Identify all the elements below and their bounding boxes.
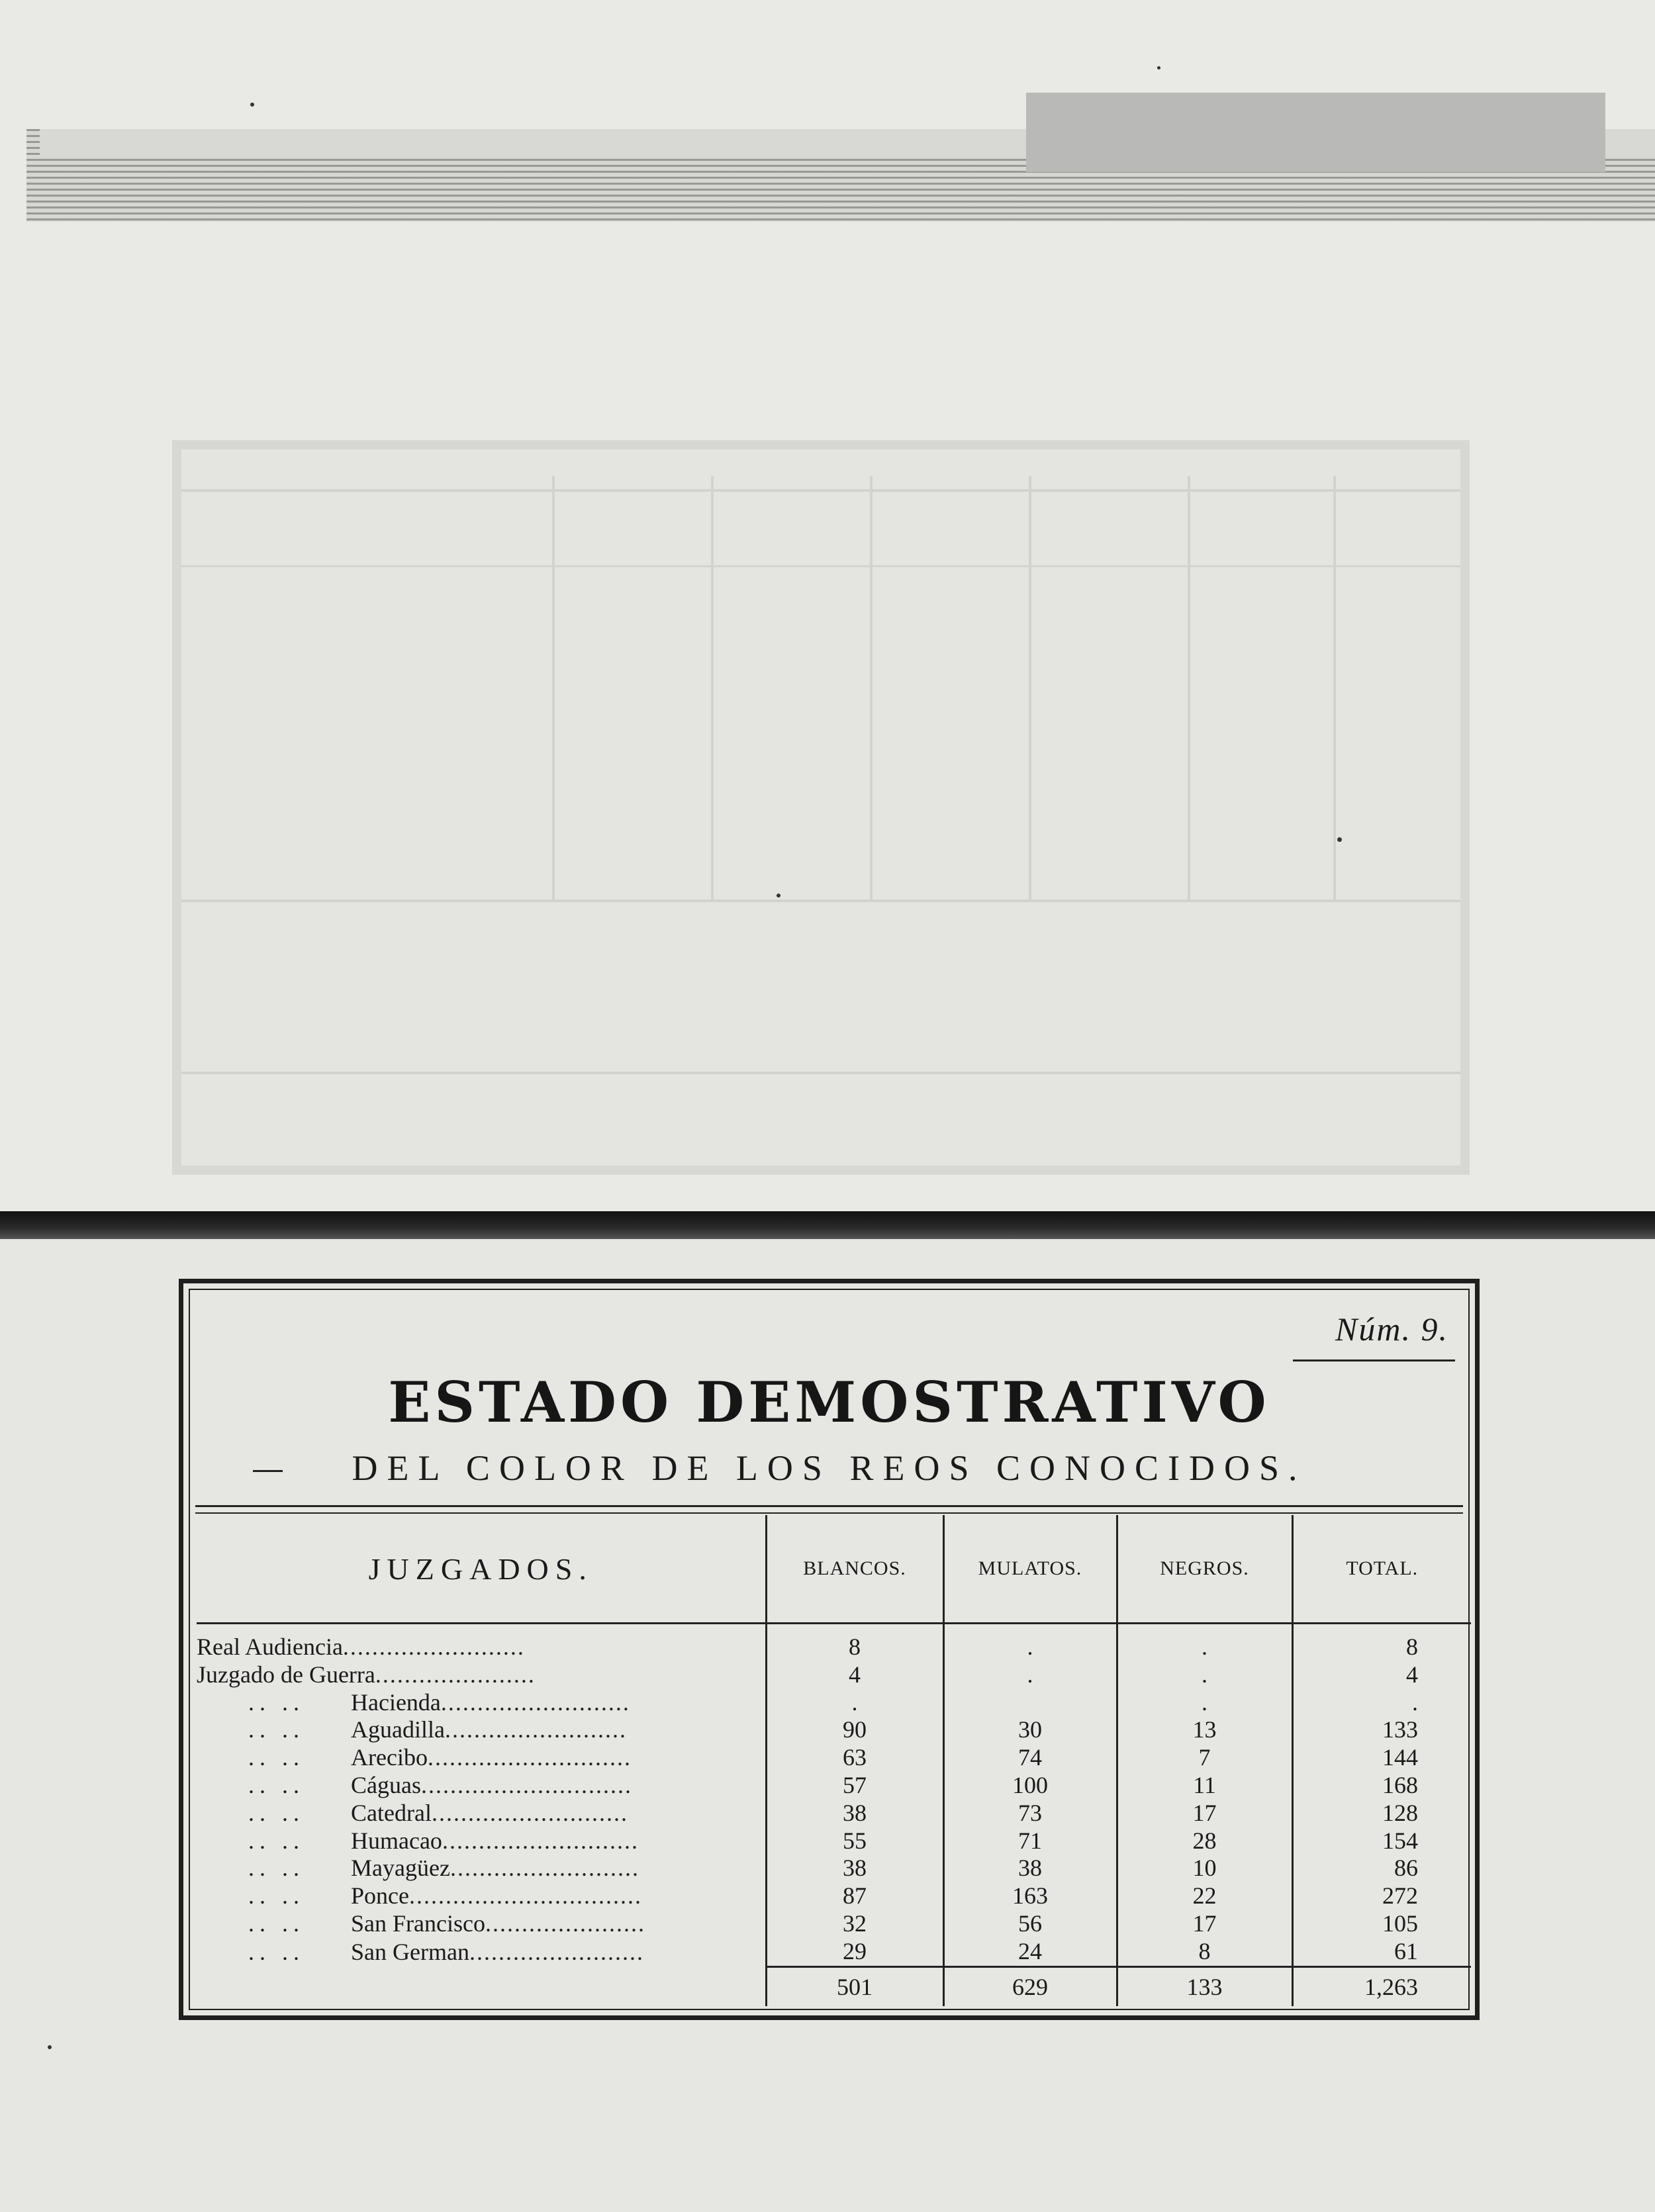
- cell-mulatos: 30: [943, 1716, 1117, 1744]
- row-prefix: .. ..: [248, 1938, 305, 1965]
- total-mulatos: 629: [943, 1966, 1117, 2006]
- scan-speck: [1157, 66, 1160, 69]
- cell-mulatos: .: [943, 1624, 1117, 1661]
- table-frame: [179, 1279, 1480, 2020]
- cell-total: 61: [1292, 1938, 1471, 1966]
- cell-total: 168: [1292, 1772, 1471, 1800]
- grey-slip: [1026, 93, 1605, 172]
- cell-blancos: 32: [766, 1910, 943, 1938]
- totals-row: [197, 1966, 1471, 2006]
- cell-negros: 8: [1117, 1938, 1292, 1966]
- cell-blancos: 90: [766, 1716, 943, 1744]
- cell-mulatos: 56: [943, 1910, 1117, 1938]
- row-name: Cáguas: [351, 1771, 421, 1798]
- table-title: ESTADO DEMOSTRATIVO: [388, 1369, 1270, 1435]
- row-name: Humacao: [351, 1827, 442, 1854]
- row-prefix: .. ..: [248, 1882, 305, 1910]
- table-row: Juzgado de Guerra...................... 4 . . 4: [197, 1661, 1471, 1689]
- cell-total: 86: [1292, 1855, 1471, 1882]
- row-name: Aguadilla: [351, 1716, 445, 1743]
- scan-speck: [777, 894, 780, 898]
- row-prefix: .. ..: [248, 1799, 305, 1826]
- table-row: Real Audiencia......................... 8 . . 8: [197, 1624, 1471, 1661]
- cell-total: 105: [1292, 1910, 1471, 1938]
- row-prefix: .. ..: [248, 1855, 305, 1882]
- header-row: [197, 1515, 1471, 1624]
- row-name: Mayagüez: [351, 1855, 450, 1882]
- row-prefix: .. ..: [248, 1688, 305, 1716]
- cell-mulatos: 163: [943, 1882, 1117, 1910]
- row-prefix: .. ..: [248, 1910, 305, 1937]
- row-name: Arecibo: [351, 1744, 428, 1771]
- cell-negros: 11: [1117, 1772, 1292, 1800]
- table-subtitle: DEL COLOR DE LOS REOS CONOCIDOS.: [352, 1448, 1307, 1488]
- col-header-mulatos: MULATOS.: [943, 1515, 1117, 1624]
- cell-mulatos: 73: [943, 1800, 1117, 1827]
- cell-total: .: [1292, 1689, 1471, 1717]
- row-prefix: .. ..: [248, 1744, 305, 1771]
- table-row: .. .. Ponce................................ 87 163 22 272: [197, 1882, 1471, 1910]
- cell-blancos: 55: [766, 1827, 943, 1855]
- cell-total: 272: [1292, 1882, 1471, 1910]
- cell-blancos: 8: [766, 1624, 943, 1661]
- col-header-negros: NEGROS.: [1117, 1515, 1292, 1624]
- cell-negros: .: [1117, 1661, 1292, 1689]
- cell-mulatos: 100: [943, 1772, 1117, 1800]
- row-prefix: .. ..: [248, 1716, 305, 1743]
- cell-total: 144: [1292, 1744, 1471, 1772]
- cell-blancos: .: [766, 1689, 943, 1717]
- scan-speck: [48, 2045, 52, 2049]
- cell-negros: .: [1117, 1624, 1292, 1661]
- table-frame-inner: [189, 1289, 1470, 2010]
- cell-negros: 28: [1117, 1827, 1292, 1855]
- number-underline: [1293, 1359, 1455, 1361]
- total-negros: 133: [1117, 1966, 1292, 2006]
- cell-negros: 17: [1117, 1910, 1292, 1938]
- table-row: .. .. San German........................ 29 24 8 61: [197, 1938, 1471, 1966]
- table-row: .. .. San Francisco...................... 32 56 17 105: [197, 1910, 1471, 1938]
- row-name: Ponce: [351, 1882, 409, 1910]
- table-row: .. .. Mayagüez.......................... 38 38 10 86: [197, 1855, 1471, 1882]
- cell-mulatos: [943, 1689, 1117, 1717]
- document-page: [0, 1239, 1655, 2212]
- table-row: .. .. Hacienda.......................... . . .: [197, 1689, 1471, 1717]
- total-total: 1,263: [1292, 1966, 1471, 2006]
- cell-total: 133: [1292, 1716, 1471, 1744]
- cell-negros: .: [1117, 1689, 1292, 1717]
- cell-blancos: 57: [766, 1772, 943, 1800]
- cell-blancos: 63: [766, 1744, 943, 1772]
- total-blancos: 501: [766, 1966, 943, 2006]
- table-row: .. .. Catedral........................... 38 73 17 128: [197, 1800, 1471, 1827]
- header-rule: [195, 1505, 1463, 1514]
- table-row: .. .. Humacao........................... 55 71 28 154: [197, 1827, 1471, 1855]
- col-header-blancos: BLANCOS.: [766, 1515, 943, 1624]
- data-table: [197, 1515, 1471, 2006]
- cell-blancos: 87: [766, 1882, 943, 1910]
- table-row: .. .. Aguadilla......................... 90 30 13 133: [197, 1716, 1471, 1744]
- row-name: Catedral: [351, 1799, 432, 1826]
- cell-mulatos: 24: [943, 1938, 1117, 1966]
- bleed-through-table: [172, 440, 1470, 1175]
- cell-mulatos: 71: [943, 1827, 1117, 1855]
- table-number: Núm. 9.: [1335, 1311, 1448, 1348]
- cell-mulatos: .: [943, 1661, 1117, 1689]
- col-header-juzgados: JUZGADOS.: [197, 1515, 766, 1624]
- cell-negros: 22: [1117, 1882, 1292, 1910]
- row-name: San German: [351, 1938, 469, 1965]
- table-row: .. .. Cáguas............................. 57 100 11 168: [197, 1772, 1471, 1800]
- cell-blancos: 38: [766, 1800, 943, 1827]
- cell-mulatos: 38: [943, 1855, 1117, 1882]
- row-name: Real Audiencia: [197, 1634, 343, 1660]
- cell-mulatos: 74: [943, 1744, 1117, 1772]
- table-row: .. .. Arecibo............................ 63 74 7 144: [197, 1744, 1471, 1772]
- cell-negros: 13: [1117, 1716, 1292, 1744]
- cell-negros: 7: [1117, 1744, 1292, 1772]
- gutter-shadow: [0, 1211, 1655, 1239]
- cell-blancos: 29: [766, 1938, 943, 1966]
- cell-total: 4: [1292, 1661, 1471, 1689]
- row-name: Juzgado de Guerra: [197, 1661, 375, 1688]
- row-name: San Francisco: [351, 1910, 485, 1937]
- cell-total: 154: [1292, 1827, 1471, 1855]
- col-header-total: TOTAL.: [1292, 1515, 1471, 1624]
- scan-speck: [250, 103, 254, 107]
- row-prefix: .. ..: [248, 1771, 305, 1798]
- cell-total: 128: [1292, 1800, 1471, 1827]
- scan-speck: [1337, 837, 1342, 842]
- cell-negros: 10: [1117, 1855, 1292, 1882]
- cell-blancos: 38: [766, 1855, 943, 1882]
- cell-blancos: 4: [766, 1661, 943, 1689]
- row-prefix: .. ..: [248, 1827, 305, 1854]
- row-name: Hacienda: [351, 1688, 441, 1716]
- cell-total: 8: [1292, 1624, 1471, 1661]
- cell-negros: 17: [1117, 1800, 1292, 1827]
